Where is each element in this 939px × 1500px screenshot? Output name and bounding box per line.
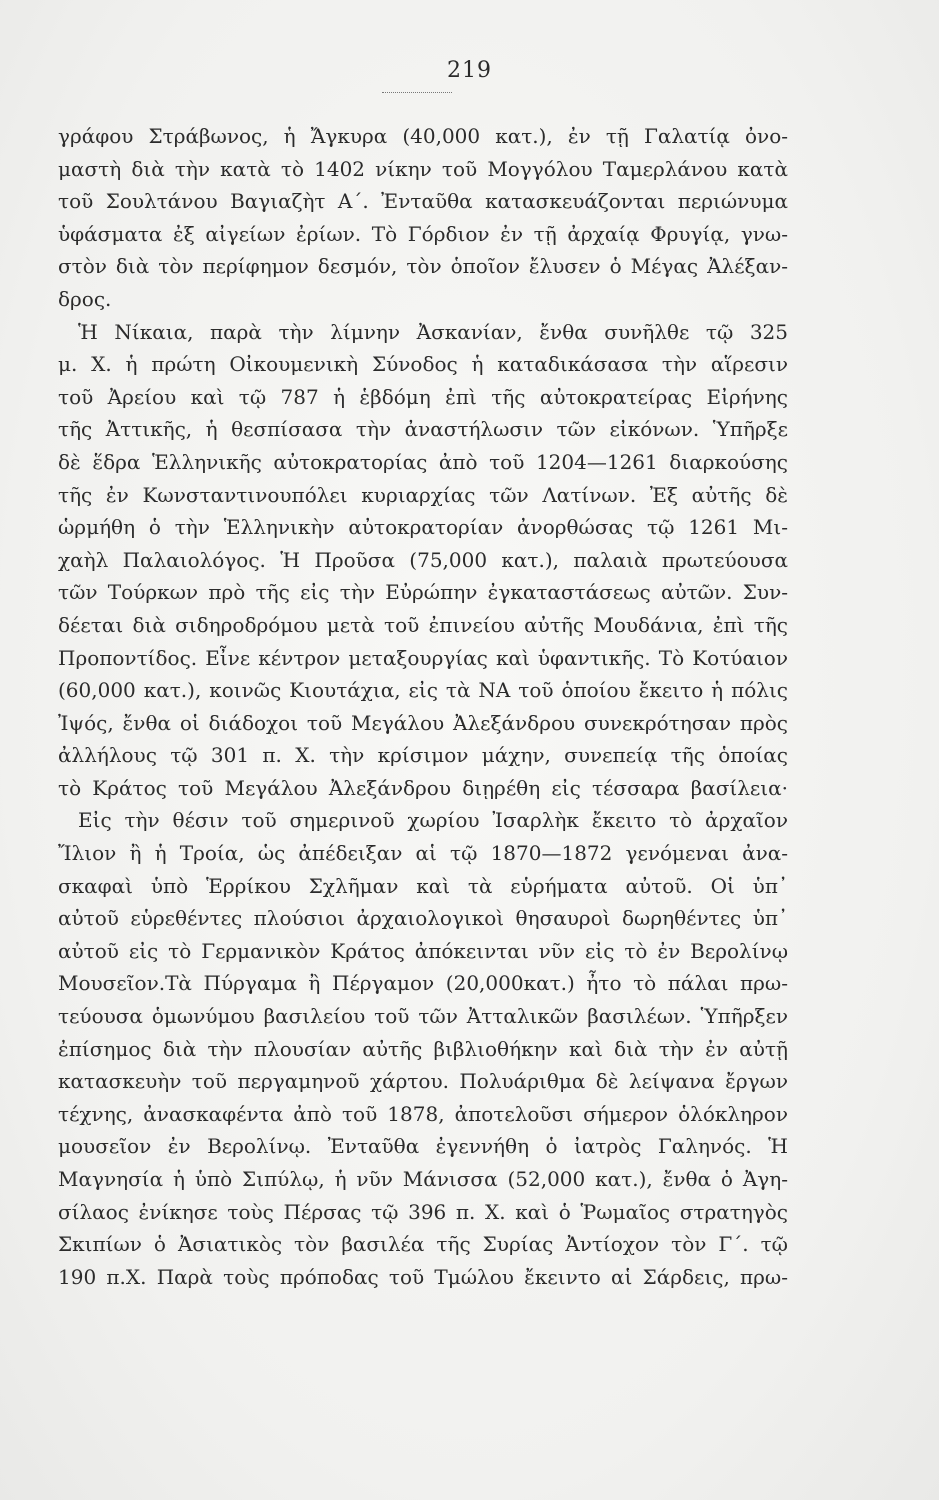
text-line: ὡρμήθη ὁ τὴν Ἑλληνικὴν αὐτοκρατορίαν ἀνορθώσας τῷ 1261 Μι-: [58, 515, 788, 540]
text-line: σίλαος ἐνίκησε τοὺς Πέρσας τῷ 396 π. Χ. καὶ ὁ Ῥωμαῖος στρατηγὸς: [58, 1199, 788, 1224]
text-line: στὸν διὰ τὸν περίφημον δεσμόν, τὸν ὁποῖον ἔλυσεν ὁ Μέγας Ἀλέξαν-: [58, 254, 788, 279]
text-line: τεύουσα ὁμωνύμου βασιλείου τοῦ τῶν Ἀτταλικῶν βασιλέων. Ὑπῆρξεν: [58, 1004, 788, 1029]
text-line: τὸ Κράτος τοῦ Μεγάλου Ἀλεξάνδρου διῃρέθη εἰς τέσσαρα βασίλεια·: [58, 775, 788, 800]
text-line: δρος.: [58, 286, 112, 311]
text-line: τέχνης, ἀνασκαφέντα ἀπὸ τοῦ 1878, ἀποτελοῦσι σήμερον ὁλόκληρον: [58, 1101, 788, 1126]
text-line: μ. Χ. ἡ πρώτη Οἰκουμενικὴ Σύνοδος ἡ καταδικάσασα τὴν αἵρεσιν: [58, 352, 788, 377]
text-line: σκαφαὶ ὑπὸ Ἑρρίκου Σχλῆμαν καὶ τὰ εὑρήματα αὐτοῦ. Οἱ ὑπ᾽: [58, 873, 788, 898]
text-line: Ἴλιον ἢ ἡ Τροία, ὡς ἀπέδειξαν αἱ τῷ 1870—1872 γενόμεναι ἀνα-: [58, 841, 788, 866]
body-text: [58, 120, 788, 1293]
text-line: Ἰψός, ἔνθα οἱ διάδοχοι τοῦ Μεγάλου Ἀλεξάνδρου συνεκρότησαν πρὸς: [58, 710, 788, 735]
text-line: αὐτοῦ εἰς τὸ Γερμανικὸν Κράτος ἀπόκεινται νῦν εἰς τὸ ἐν Βερολίνῳ: [58, 938, 788, 963]
text-line: τοῦ Σουλτάνου Βαγιαζὴτ Α΄. Ἐνταῦθα κατασκευάζονται περιώνυμα: [58, 189, 788, 214]
text-line: μουσεῖον ἐν Βερολίνῳ. Ἐνταῦθα ἐγεννήθη ὁ ἰατρὸς Γαληνός. Ἡ: [58, 1134, 788, 1159]
text-line: Μαγνησία ἡ ὑπὸ Σιπύλῳ, ἡ νῦν Μάνισσα (52,000 κατ.), ἔνθα ὁ Ἀγη-: [58, 1167, 788, 1191]
text-line: Ἡ Νίκαια, παρὰ τὴν λίμνην Ἀσκανίαν, ἔνθα συνῆλθε τῷ 325: [78, 319, 788, 344]
text-line: ἀλλήλους τῷ 301 π. Χ. τὴν κρίσιμον μάχην, συνεπείᾳ τῆς ὁποίας: [58, 743, 788, 768]
text-line: Μουσεῖον.Τὰ Πύργαμα ἢ Πέργαμον (20,000κατ.) ἦτο τὸ πάλαι πρω-: [58, 971, 788, 996]
text-line: γράφου Στράβωνος, ἡ Ἄγκυρα (40,000 κατ.), ἐν τῇ Γαλατίᾳ ὀνο-: [58, 124, 788, 148]
text-line: αὐτοῦ εὑρεθέντες πλούσιοι ἀρχαιολογικοὶ θησαυροὶ δωρηθέντες ὑπ᾽: [58, 906, 788, 931]
text-line: 190 π.Χ. Παρὰ τοὺς πρόποδας τοῦ Τμώλου ἔκειντο αἱ Σάρδεις, πρω-: [58, 1264, 788, 1289]
text-line: Σκιπίων ὁ Ἀσιατικὸς τὸν βασιλέα τῆς Συρίας Ἀντίοχον τὸν Γ΄. τῷ: [58, 1232, 788, 1257]
text-line: τῆς ἐν Κωνσταντινουπόλει κυριαρχίας τῶν Λατίνων. Ἐξ αὐτῆς δὲ: [58, 482, 788, 507]
text-line: τοῦ Ἀρείου καὶ τῷ 787 ἡ ἑβδόμη ἐπὶ τῆς αὐτοκρατείρας Εἰρήνης: [58, 384, 788, 409]
text-line: τῶν Τούρκων πρὸ τῆς εἰς τὴν Εὐρώπην ἐγκαταστάσεως αὐτῶν. Συν-: [58, 580, 788, 605]
text-line: χαὴλ Παλαιολόγος. Ἡ Προῦσα (75,000 κατ.), παλαιὰ πρωτεύουσα: [58, 547, 788, 572]
text-line: (60,000 κατ.), κοινῶς Κιουτάχια, εἰς τὰ ΝΑ τοῦ ὁποίου ἔκειτο ἡ πόλις: [58, 678, 788, 703]
text-line: δὲ ἕδρα Ἑλληνικῆς αὐτοκρατορίας ἀπὸ τοῦ 1204—1261 διαρκούσης: [58, 449, 788, 474]
text-line: τῆς Ἀττικῆς, ἡ θεσπίσασα τὴν ἀναστήλωσιν τῶν εἰκόνων. Ὑπῆρξε: [58, 417, 788, 442]
text-line: κατασκευὴν τοῦ περγαμηνοῦ χάρτου. Πολυάριθμα δὲ λείψανα ἔργων: [58, 1069, 788, 1094]
text-line: Προποντίδος. Εἶνε κέντρον μεταξουργίας καὶ ὑφαντικῆς. Τὸ Κοτύαιον: [58, 645, 788, 670]
page-number-rule: [382, 92, 452, 93]
text-line: ὑφάσματα ἐξ αἰγείων ἐρίων. Τὸ Γόρδιον ἐν τῇ ἀρχαίᾳ Φρυγίᾳ, γνω-: [58, 221, 788, 246]
text-line: Εἰς τὴν θέσιν τοῦ σημερινοῦ χωρίου Ἰσαρλὴκ ἔκειτο τὸ ἀρχαῖον: [78, 808, 788, 833]
page-number: 219: [447, 58, 492, 83]
text-line: ἐπίσημος διὰ τὴν πλουσίαν αὐτῆς βιβλιοθήκην καὶ διὰ τὴν ἐν αὐτῇ: [58, 1036, 788, 1061]
text-line: δέεται διὰ σιδηροδρόμου μετὰ τοῦ ἐπινείου αὐτῆς Μουδάνια, ἐπὶ τῆς: [58, 612, 788, 637]
text-line: μαστὴ διὰ τὴν κατὰ τὸ 1402 νίκην τοῦ Μογγόλου Ταμερλάνου κατὰ: [58, 156, 788, 181]
